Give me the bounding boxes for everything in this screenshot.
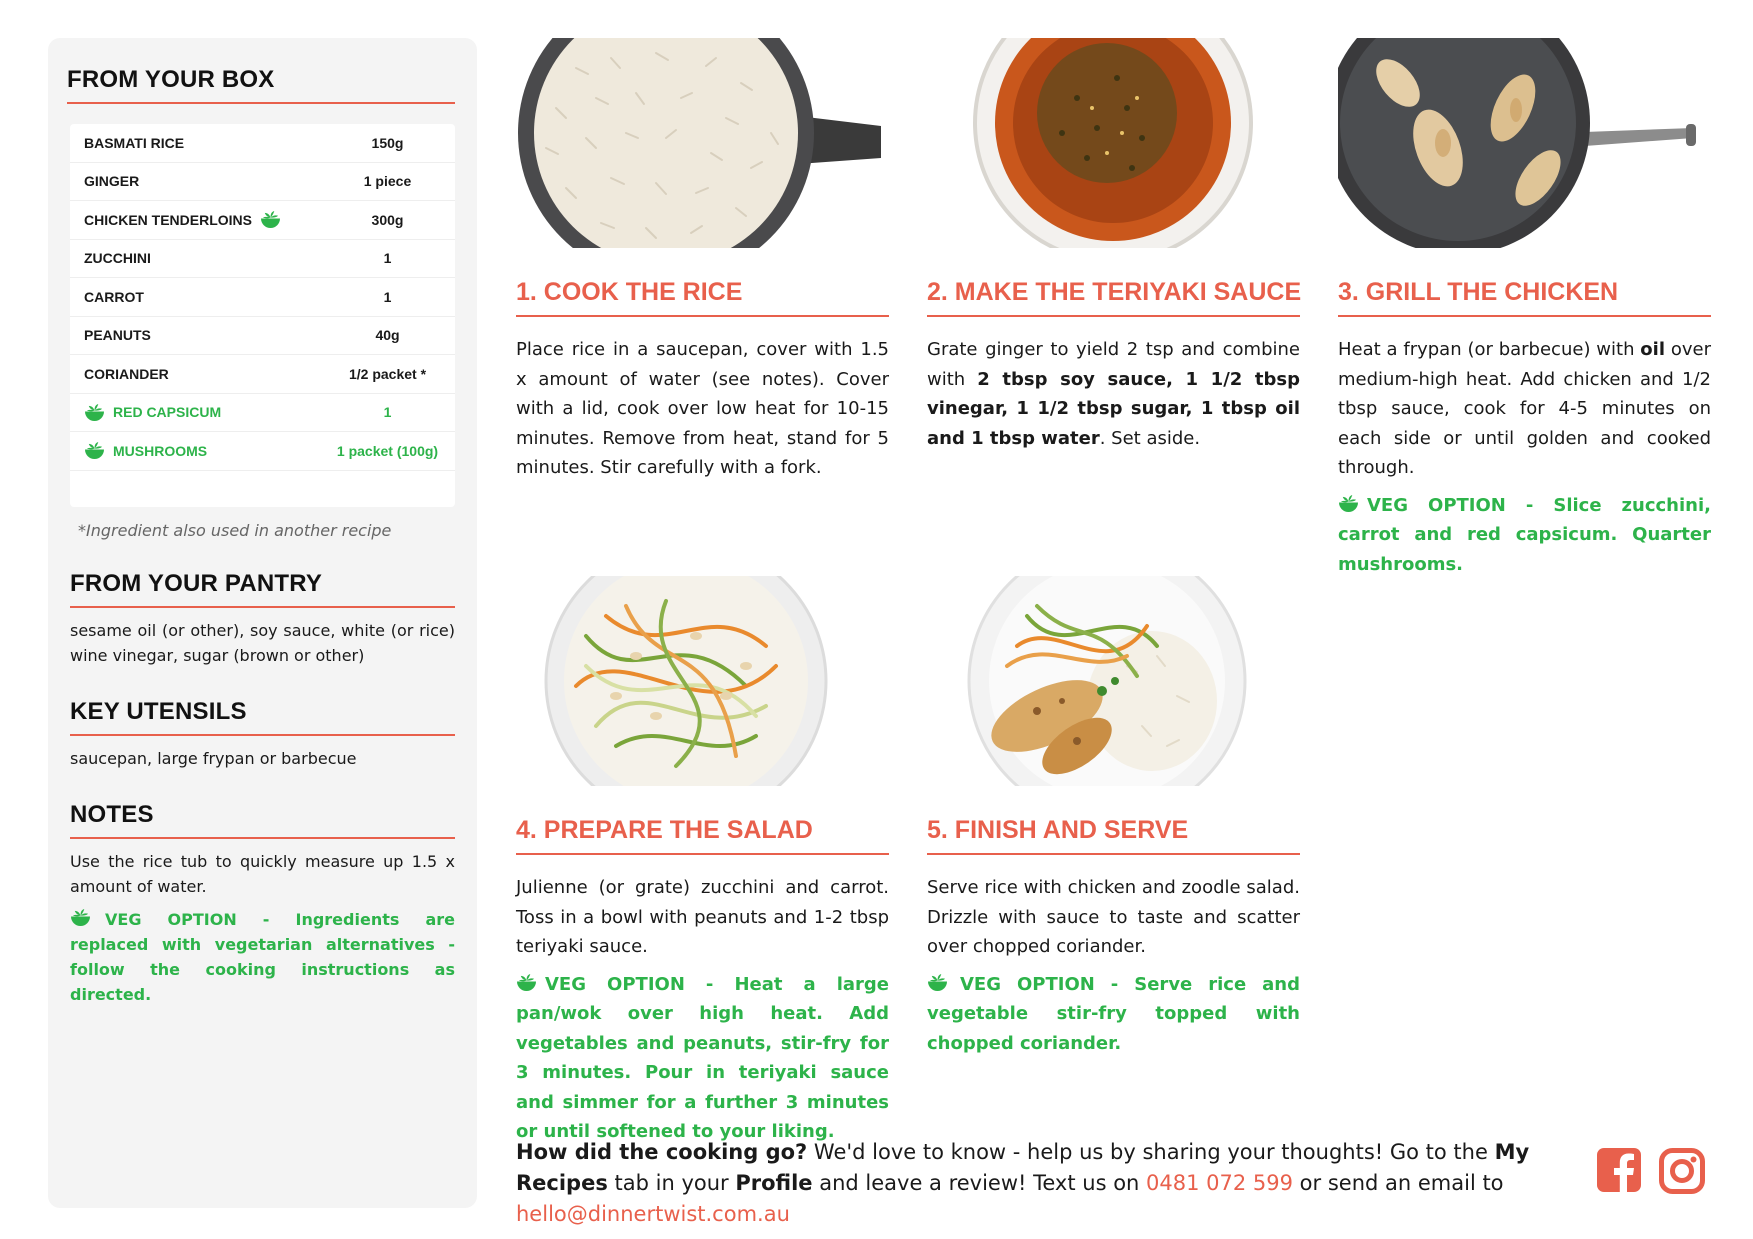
chicken-pan-photo: [1338, 38, 1711, 248]
ingredient-qty: 40g: [375, 327, 400, 344]
step-veg-text: VEG OPTION - Slice zucchini, carrot and red capsicum. Quarter mushrooms.: [1338, 494, 1711, 575]
ingredients-panel: [48, 38, 477, 1208]
phone-link[interactable]: 0481 072 599: [1146, 1171, 1293, 1195]
ingredient-name: BASMATI RICE: [84, 134, 185, 151]
ingredient-name: RED CAPSICUM: [113, 404, 222, 421]
ingredient-name: CORIANDER: [84, 365, 169, 382]
step-title: 4. PREPARE THE SALAD: [516, 816, 889, 855]
ingredient-qty: 1: [383, 404, 392, 421]
veg-bowl-icon: [927, 973, 948, 992]
step-veg-option: [516, 970, 889, 1147]
ingredient-row: [70, 201, 455, 240]
step-veg-option: [1338, 491, 1711, 580]
ingredient-row: [70, 124, 455, 163]
email-link[interactable]: hello@dinnertwist.com.au: [516, 1202, 790, 1226]
footer-text: and leave a review! Text us on: [812, 1171, 1147, 1195]
ingredient-qty: 1: [383, 288, 392, 305]
facebook-icon[interactable]: [1597, 1148, 1641, 1192]
ingredient-name: PEANUTS: [84, 327, 151, 344]
step-body: [927, 873, 1300, 1058]
step-body: [927, 335, 1300, 453]
step-text-bold: oil: [1640, 339, 1666, 360]
ingredient-qty: 300g: [371, 211, 404, 228]
my-recipes-link[interactable]: My Recipes: [516, 1140, 1530, 1195]
footer-text: We'd love to know - help us by sharing your thoughts! Go to the: [807, 1140, 1495, 1164]
pantry-heading: FROM YOUR PANTRY: [70, 570, 455, 608]
notes-heading: NOTES: [70, 801, 455, 839]
step-body: [516, 873, 889, 1147]
step-text: Heat a frypan (or barbecue) with: [1338, 339, 1641, 360]
ingredient-footnote: *Ingredient also used in another recipe: [78, 520, 392, 540]
ingredient-row-empty: [70, 471, 455, 507]
rice-photo: [516, 38, 889, 248]
profile-link[interactable]: Profile: [735, 1171, 813, 1195]
ingredient-row: [70, 432, 455, 471]
footer-text: tab in your: [607, 1171, 736, 1195]
notes-veg-option: [70, 907, 455, 1007]
footer-text: or send an email to: [1293, 1171, 1504, 1195]
step-title: 2. MAKE THE TERIYAKI SAUCE: [927, 278, 1300, 317]
ingredient-name: CARROT: [84, 288, 144, 305]
teriyaki-sauce-photo: [927, 38, 1300, 248]
step-text-bold: 2 tbsp soy sauce, 1 1/2 tbsp vinegar, 1 1/2 tbsp sugar, 1 tbsp oil and 1 tbsp water: [927, 368, 1300, 449]
finished-dish-photo: [927, 576, 1300, 786]
ingredient-qty: 1 packet (100g): [336, 442, 439, 459]
veg-bowl-icon: [70, 908, 91, 927]
ingredient-row: [70, 317, 455, 356]
step-text: Grate ginger to yield 2 tsp and combine with: [927, 339, 1300, 390]
ingredient-row: [70, 240, 455, 279]
step-title: 5. FINISH AND SERVE: [927, 816, 1300, 855]
pantry-text: sesame oil (or other), soy sauce, white (or rice) wine vinegar, sugar (brown or other): [70, 620, 455, 665]
step-title: 3. GRILL THE CHICKEN: [1338, 278, 1711, 317]
box-heading: FROM YOUR BOX: [67, 66, 455, 104]
utensils-section: [70, 698, 455, 771]
feedback-question: How did the cooking go?: [516, 1140, 808, 1164]
pantry-section: [70, 570, 455, 668]
step-veg-text: VEG OPTION - Serve rice and vegetable stir-fry topped with chopped coriander.: [927, 973, 1300, 1054]
ingredient-row: [70, 163, 455, 202]
veg-bowl-icon: [84, 441, 105, 460]
instagram-icon[interactable]: [1659, 1148, 1705, 1194]
ingredient-name: MUSHROOMS: [113, 442, 208, 459]
veg-bowl-icon: [1338, 494, 1359, 513]
ingredients-table: [70, 124, 455, 507]
notes-section: [70, 801, 455, 1007]
feedback-footer: [516, 1137, 1566, 1230]
notes-veg-text: VEG OPTION - Ingredients are replaced with vegetarian alternatives - follow the cooking instructions as directed.: [70, 909, 455, 1004]
step-body: [516, 335, 889, 483]
veg-bowl-icon: [516, 973, 537, 992]
ingredient-name: CHICKEN TENDERLOINS: [84, 211, 253, 228]
step-text: . Set aside.: [1099, 427, 1201, 449]
ingredient-qty: 150g: [371, 134, 404, 151]
step-veg-option: [927, 970, 1300, 1059]
step-text: Place rice in a saucepan, cover with 1.5 x amount of water (see notes). Cover with a lid, cook over low heat for 10-15 minutes. Remove from heat, stand for 5 minutes. Stir carefully with a fork.: [516, 339, 889, 478]
ingredient-row: [70, 355, 455, 394]
step-text: over medium-high heat. Add chicken and 1/2 tbsp sauce, cook for 4-5 minutes on each side or until golden and cooked through.: [1338, 339, 1711, 478]
veg-bowl-icon: [84, 403, 105, 422]
ingredient-qty: 1/2 packet *: [348, 365, 427, 382]
veg-bowl-icon: [260, 210, 281, 229]
ingredient-row: [70, 394, 455, 433]
step-body: [1338, 335, 1711, 579]
step-text: Serve rice with chicken and zoodle salad. Drizzle with sauce to taste and scatter over chopped coriander.: [927, 877, 1300, 957]
ingredient-name: GINGER: [84, 173, 140, 190]
notes-text: Use the rice tub to quickly measure up 1.5 x amount of water.: [70, 851, 455, 896]
ingredient-qty: 1 piece: [363, 173, 412, 190]
step-text: Julienne (or grate) zucchini and carrot. Toss in a bowl with peanuts and 1-2 tbsp teriyaki sauce.: [516, 877, 889, 957]
ingredient-qty: 1: [383, 250, 392, 267]
step-title: 1. COOK THE RICE: [516, 278, 889, 317]
zucchini-salad-photo: [516, 576, 889, 786]
ingredient-row: [70, 278, 455, 317]
utensils-text: saucepan, large frypan or barbecue: [70, 748, 357, 768]
ingredient-name: ZUCCHINI: [84, 250, 151, 267]
utensils-heading: KEY UTENSILS: [70, 698, 455, 736]
step-veg-text: VEG OPTION - Heat a large pan/wok over high heat. Add vegetables and peanuts, stir-fry for 3 minutes. Pour in teriyaki sauce and simmer for a further 3 minutes or until softened to your liking.: [516, 973, 889, 1142]
